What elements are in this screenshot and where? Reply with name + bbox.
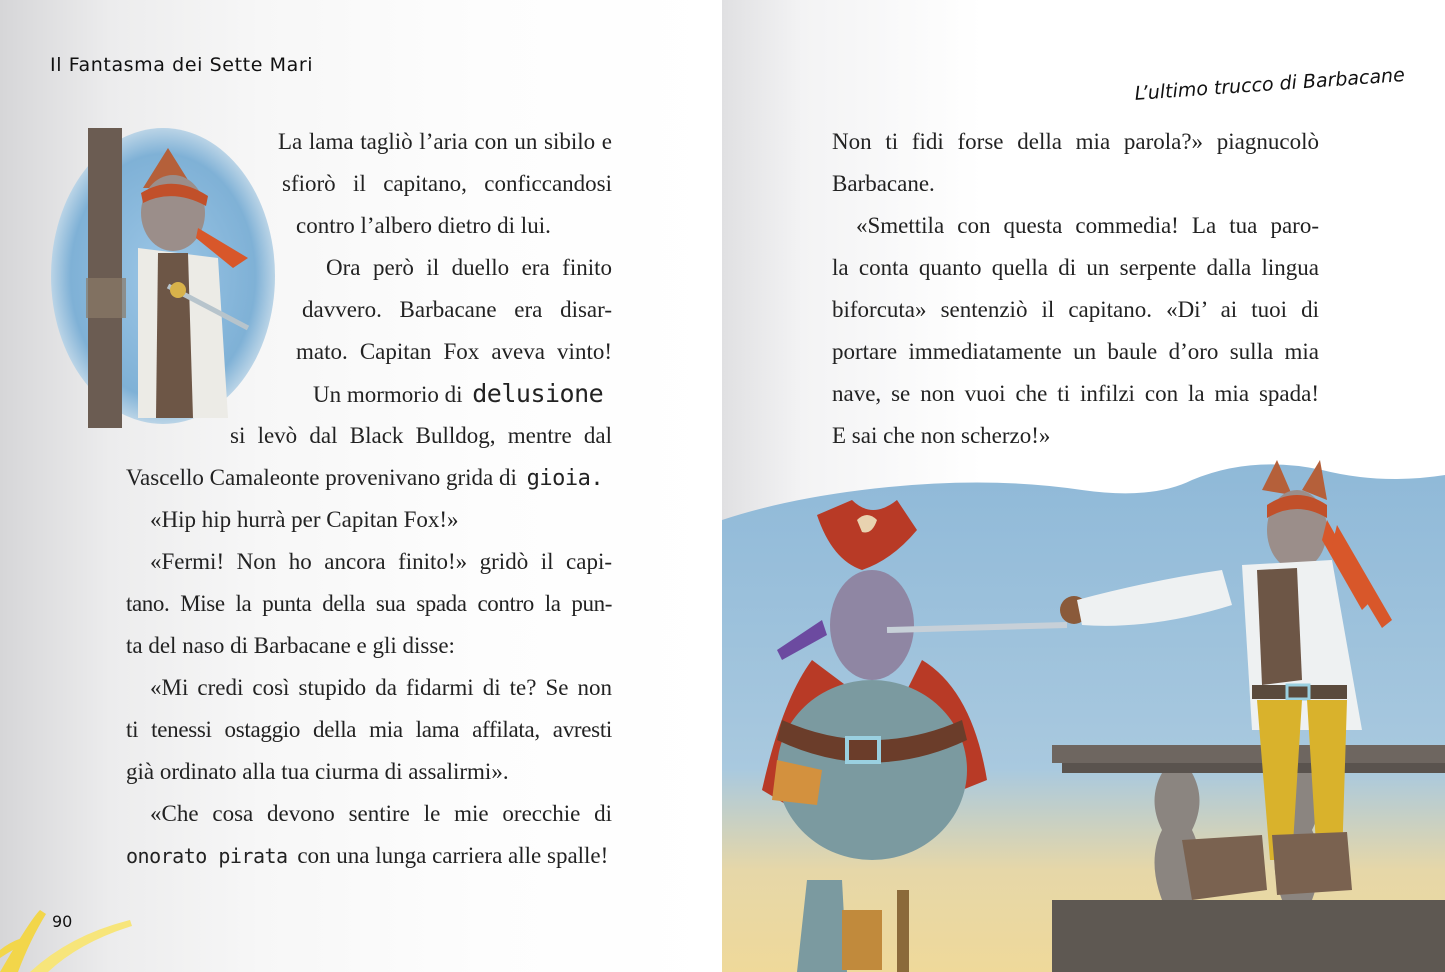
- text-line: nave, se non vuoi che ti infilzi con la mia spada!: [832, 381, 1319, 406]
- fox-portrait-illustration: [48, 128, 278, 428]
- running-head-left: Il Fantasma dei Sette Mari: [50, 54, 314, 76]
- text-line: ti tenessi ostaggio della mia lama affilata, avresti: [126, 717, 612, 742]
- running-head-right: L’ultimo trucco di Barbacane: [1134, 64, 1406, 105]
- text-line: «Smettila con questa commedia! La tua paro-: [856, 213, 1319, 238]
- text-fragment: con una lunga carriera alle spalle!: [297, 843, 609, 868]
- text-line: Barbacane.: [832, 171, 935, 196]
- text-line: [126, 835, 608, 877]
- text-line: si levò dal Black Bulldog, mentre dal: [230, 423, 612, 448]
- text-line: «Fermi! Non ho ancora finito!» gridò il capi-: [150, 549, 612, 574]
- text-line: portare immediatamente un baule d’oro sulla mia: [832, 339, 1319, 364]
- text-line: sfiorò il capitano, conficcandosi: [282, 171, 612, 196]
- handwritten-word: gioia.: [526, 466, 604, 491]
- handwritten-word: delusione: [472, 379, 604, 408]
- text-line: contro l’albero dietro di lui.: [296, 213, 551, 238]
- text-line: [126, 457, 603, 500]
- handwritten-word: onorato pirata: [126, 844, 288, 868]
- text-line: [313, 373, 603, 416]
- sun-ray-decoration: [0, 880, 180, 972]
- text-line: «Mi credi così stupido da fidarmi di te? Se non: [150, 675, 612, 700]
- duel-scene-illustration: [722, 460, 1445, 972]
- text-line: la conta quanto quella di un serpente dalla lingua: [832, 255, 1319, 280]
- text-line: tano. Mise la punta della sua spada contro la pun-: [126, 591, 612, 616]
- text-line: La lama tagliò l’aria con un sibilo e: [278, 129, 612, 154]
- text-fragment: Un mormorio di: [313, 382, 463, 407]
- right-page: [722, 0, 1445, 972]
- text-line: davvero. Barbacane era disar-: [302, 297, 612, 322]
- text-line: «Hip hip hurrà per Capitan Fox!»: [150, 507, 459, 532]
- text-line: mato. Capitan Fox aveva vinto!: [296, 339, 612, 364]
- text-line: Non ti fidi forse della mia parola?» piagnucolò: [832, 129, 1319, 154]
- left-page: [0, 0, 722, 972]
- text-line: già ordinato alla tua ciurma di assalirmi».: [126, 759, 509, 784]
- text-line: biforcuta» sentenziò il capitano. «Di’ ai tuoi di: [832, 297, 1319, 322]
- page-number: 90: [52, 912, 73, 931]
- text-line: «Che cosa devono sentire le mie orecchie di: [150, 801, 612, 826]
- text-fragment: Vascello Camaleonte provenivano grida di: [126, 465, 517, 490]
- text-line: Ora però il duello era finito: [326, 255, 612, 280]
- text-line: ta del naso di Barbacane e gli disse:: [126, 633, 455, 658]
- text-line: E sai che non scherzo!»: [832, 423, 1051, 448]
